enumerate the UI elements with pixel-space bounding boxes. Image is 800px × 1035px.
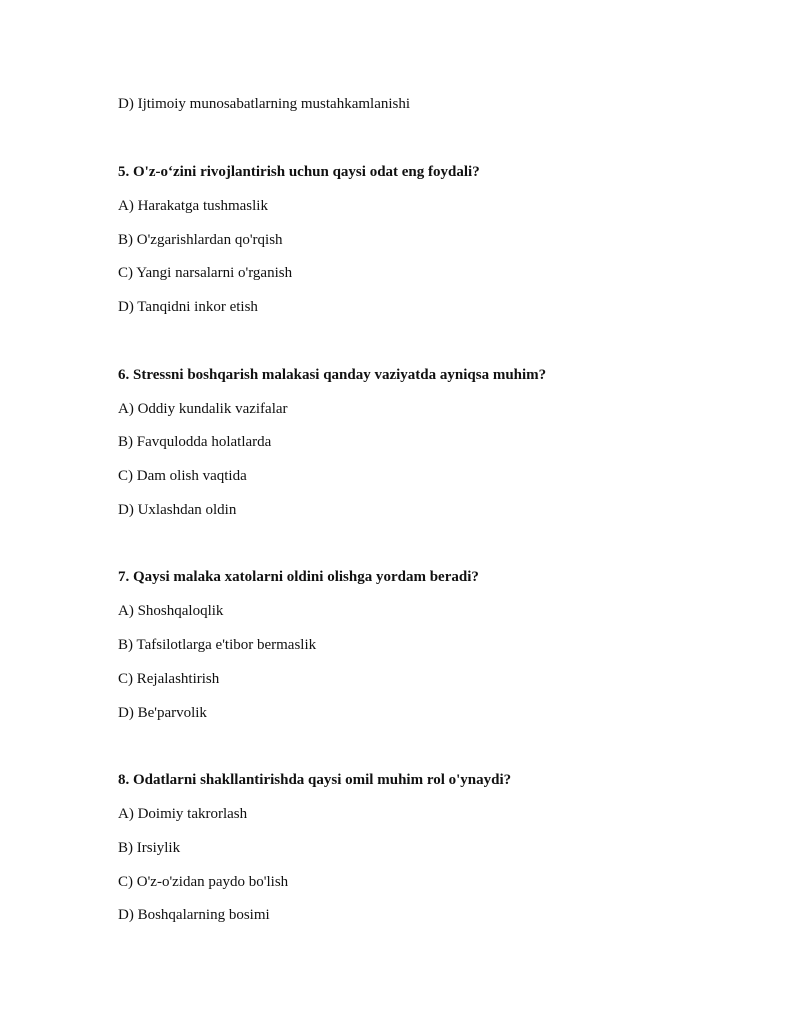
- answer-option: B) Irsiylik: [118, 840, 181, 856]
- answer-option: A) Oddiy kundalik vazifalar: [118, 401, 288, 417]
- answer-option: D) Ijtimoiy munosabatlarning mustahkamlanishi: [118, 96, 411, 112]
- answer-option: D) Be'parvolik: [118, 705, 207, 721]
- question-title: 5. O'z-o‘zini rivojlantirish uchun qaysi odat eng foydali?: [118, 164, 480, 180]
- question-title: 6. Stressni boshqarish malakasi qanday vaziyatda ayniqsa muhim?: [118, 367, 547, 383]
- answer-option: B) Tafsilotlarga e'tibor bermaslik: [118, 637, 317, 653]
- answer-option: A) Harakatga tushmaslik: [118, 198, 268, 214]
- question-title: 7. Qaysi malaka xatolarni oldini olishga yordam beradi?: [118, 569, 479, 585]
- answer-option: C) Rejalashtirish: [118, 671, 220, 687]
- answer-option: C) Yangi narsalarni o'rganish: [118, 265, 293, 281]
- answer-option: C) O'z-o'zidan paydo bo'lish: [118, 874, 289, 890]
- answer-option: C) Dam olish vaqtida: [118, 468, 247, 484]
- answer-option: A) Shoshqaloqlik: [118, 603, 224, 619]
- question-title: 8. Odatlarni shakllantirishda qaysi omil muhim rol o'ynaydi?: [118, 772, 512, 788]
- answer-option: A) Doimiy takrorlash: [118, 806, 248, 822]
- answer-option: D) Tanqidni inkor etish: [118, 299, 258, 315]
- answer-option: D) Boshqalarning bosimi: [118, 907, 270, 923]
- answer-option: B) O'zgarishlardan qo'rqish: [118, 232, 283, 248]
- answer-option: D) Uxlashdan oldin: [118, 502, 237, 518]
- answer-option: B) Favqulodda holatlarda: [118, 434, 272, 450]
